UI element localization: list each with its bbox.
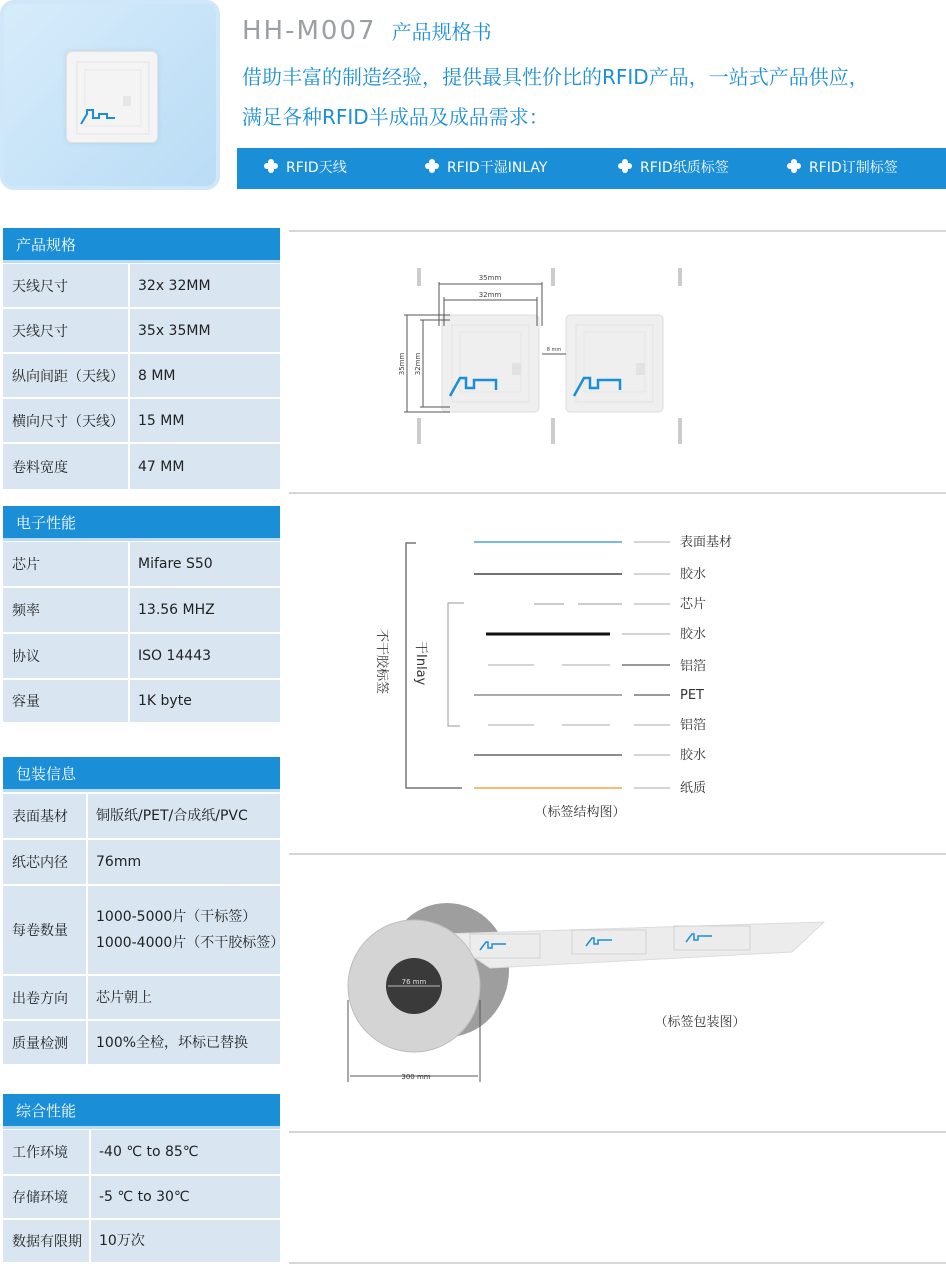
table-row	[3, 1220, 280, 1264]
layer-label: 铝箔	[680, 659, 707, 674]
layer-label: 胶水	[680, 567, 707, 582]
nav-item-inlay[interactable]	[425, 148, 547, 189]
row-key: 芯片	[3, 542, 130, 586]
structure-caption: （标签结构图）	[534, 805, 626, 820]
row-key: 天线尺寸	[3, 264, 130, 307]
structure-diagram	[370, 525, 770, 825]
core-diameter-label: 76 mm	[401, 978, 427, 986]
category-nav	[237, 148, 946, 189]
nav-item-paper-label[interactable]	[618, 148, 729, 189]
table-row	[3, 399, 280, 444]
row-value: Mifare S50	[138, 556, 213, 572]
intro-text	[242, 57, 946, 137]
row-value: 芯片朝上	[96, 989, 152, 1006]
intro-line-2: 满足各种RFID半成品及成品需求：	[242, 105, 549, 129]
flower-bullet-icon	[264, 159, 278, 173]
divider	[289, 1262, 946, 1264]
quantity-dry: 1000-5000片（干标签）	[96, 909, 257, 925]
table-row	[3, 542, 280, 588]
table-row	[3, 354, 280, 399]
product-photo	[0, 0, 220, 190]
layer-label: 胶水	[680, 627, 707, 642]
dimension-diagram	[390, 260, 700, 450]
divider	[289, 230, 946, 232]
rfid-tag-image	[66, 51, 158, 143]
row-value: 15 MM	[138, 412, 185, 429]
row-value: -40 ℃ to 85℃	[99, 1144, 199, 1160]
layer-label: 表面基材	[680, 535, 733, 550]
packaging-diagram	[330, 890, 840, 1090]
outer-bracket-label: 不干胶标签	[374, 629, 389, 695]
table-row	[3, 976, 280, 1021]
table-row	[3, 1176, 280, 1220]
row-key: 频率	[3, 588, 130, 632]
divider	[289, 492, 946, 494]
row-value: 47 MM	[138, 458, 185, 475]
flower-bullet-icon	[425, 159, 439, 173]
row-key: 存储环境	[3, 1176, 91, 1218]
row-value: 铜版纸/PET/合成纸/PVC	[96, 808, 248, 824]
inner-bracket-label: 干Inlay	[413, 641, 428, 686]
row-key: 纸芯内径	[3, 840, 88, 884]
row-key: 质量检测	[3, 1021, 88, 1064]
nav-label: RFID干湿INLAY	[447, 160, 548, 176]
row-value: 32x 32MM	[138, 277, 211, 294]
layer-label: 纸质	[680, 781, 707, 796]
row-value: 13.56 MHZ	[138, 602, 215, 618]
inner-width-label: 32mm	[478, 291, 502, 299]
rfid-antenna-icon	[67, 52, 159, 144]
table-row	[3, 794, 280, 840]
table-row	[3, 264, 280, 309]
row-key: 协议	[3, 634, 130, 678]
row-value: 35x 35MM	[138, 322, 211, 339]
gap-label: 8 mm	[546, 347, 562, 353]
layer-label: 胶水	[680, 748, 707, 763]
row-value: 100%全检，坏标已替换	[96, 1034, 249, 1051]
section-header-general: 综合性能	[3, 1094, 280, 1126]
table-row	[3, 634, 280, 680]
row-key: 纵向间距（天线）	[3, 354, 130, 397]
row-key: 卷料宽度	[3, 444, 130, 489]
row-value: -5 ℃ to 30℃	[99, 1189, 190, 1205]
row-value	[88, 886, 285, 974]
row-key: 天线尺寸	[3, 309, 130, 352]
outer-height-label: 35mm	[398, 352, 406, 376]
row-key: 每卷数量	[3, 886, 88, 974]
quantity-adhesive: 1000-4000片（不干胶标签）	[96, 935, 285, 951]
row-value: 10万次	[99, 1233, 145, 1249]
doc-title: 产品规格书	[391, 20, 492, 44]
packaging-caption: （标签包装图）	[654, 1015, 746, 1030]
flower-bullet-icon	[618, 159, 632, 173]
layer-label: 铝箔	[680, 718, 707, 733]
table-row	[3, 1021, 280, 1066]
intro-line-1: 借助丰富的制造经验，提供最具性价比的RFID产品，一站式产品供应，	[242, 65, 869, 89]
outer-width-label: 35mm	[478, 274, 502, 282]
divider	[289, 853, 946, 855]
layer-label: 芯片	[680, 597, 707, 612]
layer-label: PET	[680, 688, 704, 703]
table-row	[3, 1130, 280, 1176]
section-header-packaging: 包装信息	[3, 757, 280, 789]
document-title	[242, 16, 492, 48]
roll-diameter-label: 300 mm	[401, 1073, 431, 1081]
nav-item-custom-label[interactable]	[787, 148, 898, 189]
row-key: 容量	[3, 680, 130, 722]
row-key: 数据有限期	[3, 1220, 91, 1262]
nav-item-antenna[interactable]	[264, 148, 347, 189]
divider	[289, 1131, 946, 1133]
table-row	[3, 840, 280, 886]
row-key: 横向尺寸（天线）	[3, 399, 130, 442]
model-number: HH-M007	[242, 16, 377, 46]
row-key: 表面基材	[3, 794, 88, 838]
row-value: 8 MM	[138, 367, 176, 384]
row-value: 76mm	[96, 854, 142, 870]
table-row	[3, 680, 280, 724]
table-row	[3, 309, 280, 354]
table-row	[3, 444, 280, 491]
nav-label: RFID天线	[286, 160, 347, 176]
row-value: ISO 14443	[138, 648, 212, 664]
inner-height-label: 32mm	[414, 352, 422, 376]
row-key: 工作环境	[3, 1130, 91, 1174]
row-value: 1K byte	[138, 693, 192, 709]
section-header-electrical: 电子性能	[3, 506, 280, 538]
flower-bullet-icon	[787, 159, 801, 173]
section-header-spec: 产品规格	[3, 228, 280, 260]
table-row	[3, 886, 285, 976]
nav-label: RFID纸质标签	[640, 160, 729, 176]
nav-label: RFID订制标签	[809, 160, 898, 176]
row-key: 出卷方向	[3, 976, 88, 1019]
table-row	[3, 588, 280, 634]
